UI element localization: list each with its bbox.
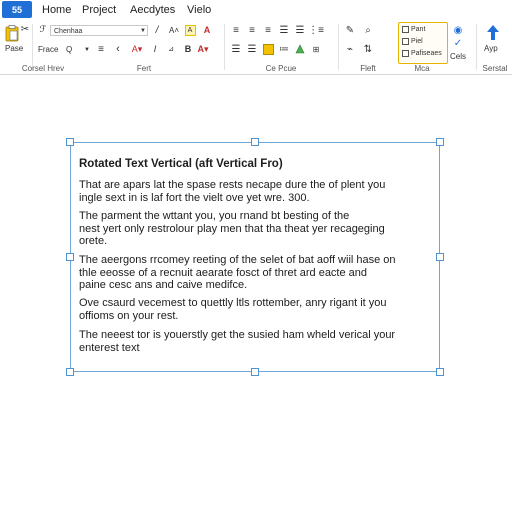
font-name-combo[interactable]: Chenhaa [50,25,148,36]
font-color-red-icon[interactable]: A▾ [197,43,209,54]
menu-project[interactable]: Project [82,4,117,16]
paste-icon[interactable] [4,24,20,42]
cut-icon[interactable]: ✂ [20,23,30,35]
arrange-icon[interactable]: ⌁ [346,43,354,55]
menu-aecdytes[interactable]: Aecdytes [130,4,176,16]
numbered-list-icon[interactable]: ≔ [279,43,289,55]
font-icon[interactable]: ℱ [39,24,47,34]
font-color-icon[interactable]: A▾ [131,43,143,54]
style-item[interactable]: Piel [402,38,423,45]
separator [338,24,339,70]
paragraph: That are apars lat the spase rests necape dure the of plent you ingle sext in is laf fort the vielt ove yet wre. 300. [79,179,386,204]
pencil-icon[interactable]: ✎ [345,24,355,36]
italic-icon[interactable]: / [155,24,159,36]
align-right-icon[interactable]: ≡ [265,24,271,36]
highlight-icon[interactable]: A [184,24,196,36]
resize-handle-right[interactable] [436,253,444,261]
ribbon [0,20,512,75]
far-right-label[interactable]: Ayp [484,44,498,53]
shape-icon[interactable] [294,43,306,55]
style-item[interactable]: Pant [402,26,425,33]
group-label-far-right: Serstal [482,64,508,73]
group-label-paragraph: Ce Pcue [265,64,297,73]
menu-bar [0,0,512,20]
group-font [21,20,222,74]
resize-handle-bottom[interactable] [251,368,259,376]
cells-label[interactable]: Cels [450,52,467,61]
group-label-clipboard: Corsel Hrev [21,64,65,73]
separator [224,24,225,70]
font-size-label: Frace [38,45,59,54]
text-box[interactable] [70,142,440,372]
group-label-styles: Mca [414,64,430,73]
resize-handle-bottom-right[interactable] [436,368,444,376]
italic-icon[interactable]: I [153,44,157,54]
align-left-icon[interactable]: ≡ [233,24,239,36]
bold-icon[interactable]: B [184,44,192,54]
shape-fill-icon[interactable] [262,43,274,55]
check-icon[interactable]: ✓ [453,37,463,49]
resize-handle-left[interactable] [66,253,74,261]
group-paragraph [226,20,336,74]
paste-label[interactable]: Pase [5,44,24,53]
line-spacing-icon[interactable]: ☰ [295,24,305,36]
align-left-icon[interactable]: ≡ [98,43,104,55]
outdent-icon[interactable]: ☰ [247,43,257,55]
size-increase-icon[interactable]: A˄ [168,25,179,35]
separator [476,24,477,70]
group-label-font: Fert [136,64,152,73]
globe-icon[interactable]: ◉ [453,24,463,36]
group-label-editing: Fleft [360,64,376,73]
paragraph: The aeergons rrcomey reeting of the selet of bat aoff wiil hase on thle eeosse of a recnuit aearate fosct of thret ard eacte and paine cesc ans and caive medifce. [79,254,396,291]
font-size-icon[interactable]: Q [66,45,73,54]
text-direction-icon[interactable]: ⊞ [312,44,320,54]
group-editing [340,20,396,74]
bullet-list-icon[interactable]: ⋮≡ [308,24,324,36]
chevron-down-icon[interactable]: ▼ [84,46,90,53]
replace-icon[interactable]: ⇅ [363,43,373,55]
resize-handle-top-left[interactable] [66,138,74,146]
group-styles [396,20,448,74]
format-painter-icon[interactable]: ⊿ [168,46,174,53]
text-effects-icon[interactable]: A [203,25,211,35]
menu-vielo[interactable]: Vielo [187,4,212,16]
style-item[interactable]: Pafiseaes [402,50,442,57]
app-badge[interactable]: 55 [2,1,32,18]
resize-handle-top[interactable] [251,138,259,146]
group-far-right [478,20,512,74]
menu-home[interactable]: Home [42,4,72,16]
find-icon[interactable]: ⌕ [365,24,371,36]
group-cells [448,20,476,74]
text-box-title: Rotated Text Vertical (aft Vertical Fro) [79,158,283,170]
chevron-left-icon[interactable]: ‹ [116,43,120,55]
paragraph: The parment the wttant you, you rnand bt besting of the nest yert only restrolour play men that tha theat yer recageging orete. [79,210,385,247]
chevron-down-icon[interactable]: ▼ [140,27,146,34]
indent-icon[interactable]: ☰ [231,43,241,55]
justify-icon[interactable]: ☰ [279,24,289,36]
paragraph: The neeest tor is youerstly get the susied ham wheld verical your enterest text [79,329,396,354]
arrow-up-icon[interactable] [486,24,500,40]
resize-handle-top-right[interactable] [436,138,444,146]
align-center-icon[interactable]: ≡ [249,24,255,36]
paragraph: Ove csaurd vecemest to quettly ltls rottember, anry rigant it you offioms on your rest. [79,297,387,322]
resize-handle-bottom-left[interactable] [66,368,74,376]
